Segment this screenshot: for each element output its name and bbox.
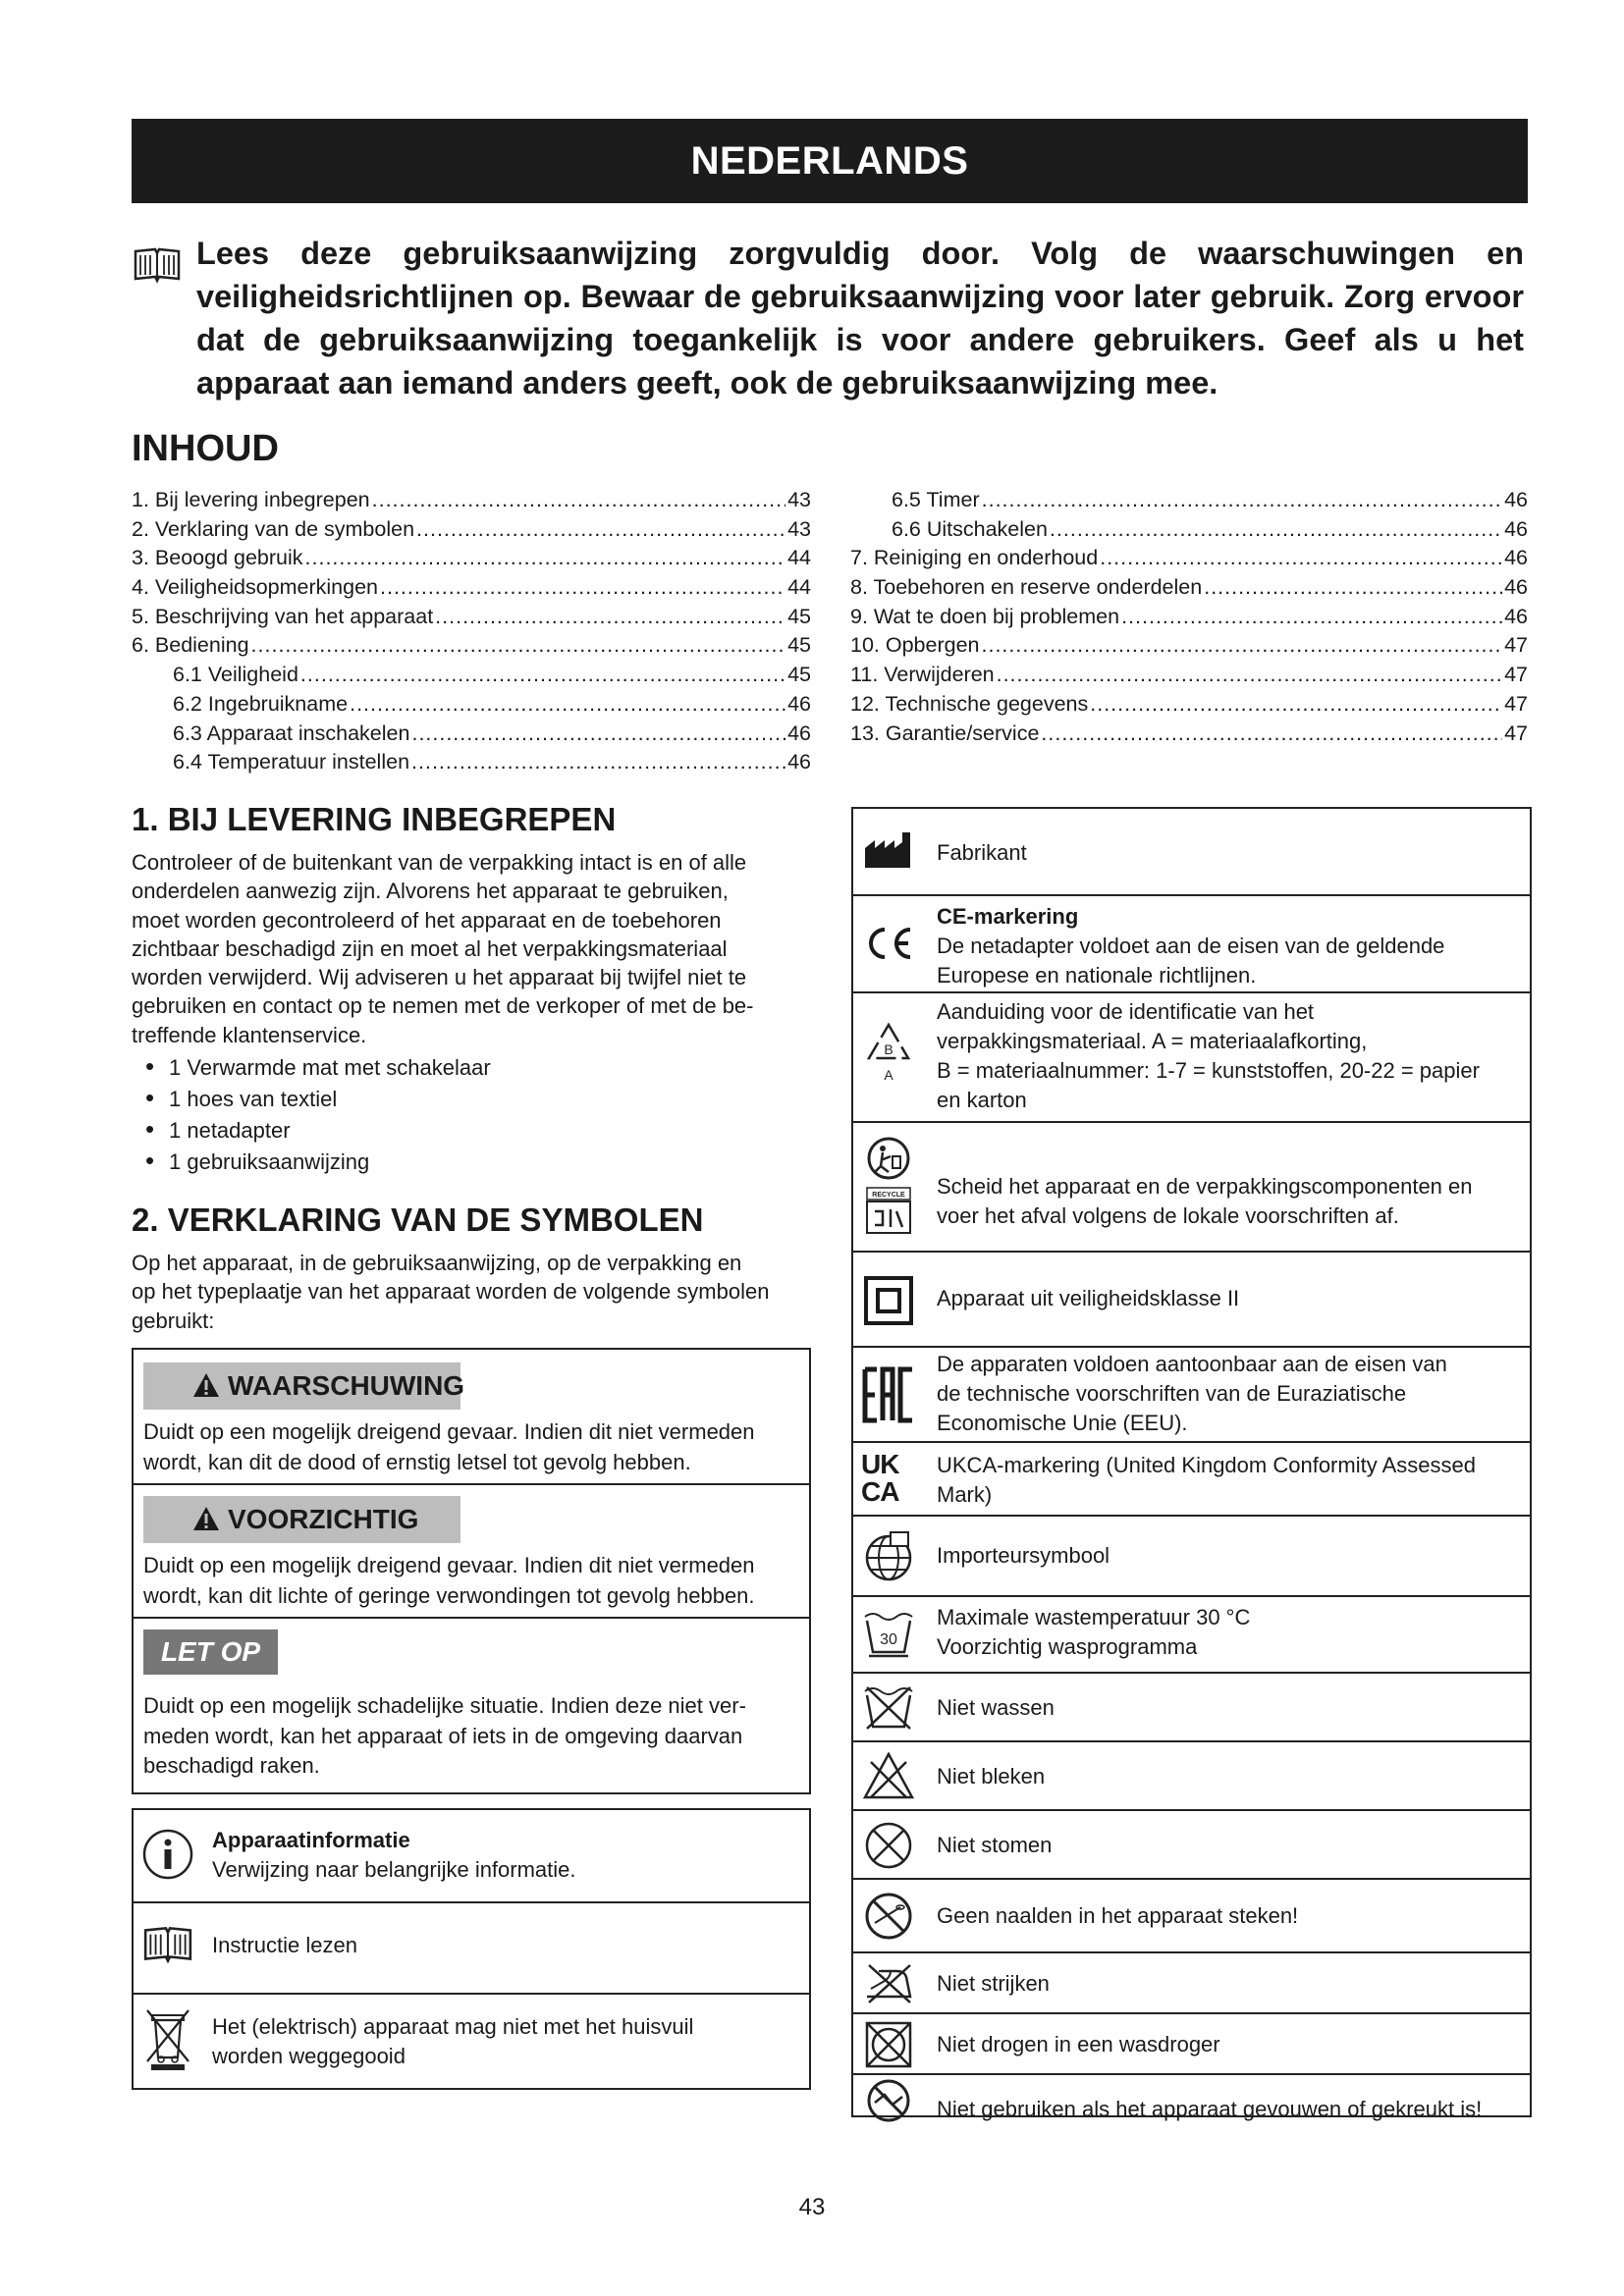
toc-entry[interactable]: 5. Beschrijving van het apparaat ..... 45 bbox=[132, 603, 811, 632]
toc-entry[interactable]: 8. Toebehoren en reserve onderdelen ..... 46 bbox=[850, 573, 1528, 603]
list-item: • 1 netadapter bbox=[132, 1113, 811, 1145]
warning-description: Duidt op een mogelijk dreigend gevaar. Indien dit niet vermeden wordt, kan dit de dood of ernstig letsel tot gevolg hebben. bbox=[143, 1419, 755, 1474]
toc-entry[interactable]: 4. Veiligheidsopmerkingen ..... 44 bbox=[132, 573, 811, 603]
caution-section bbox=[134, 1483, 809, 1619]
warning-section bbox=[134, 1350, 809, 1485]
recycle-sorting-icon bbox=[861, 1135, 916, 1237]
toc-entry[interactable]: 6.5 Timer ..... 46 bbox=[850, 486, 1528, 515]
toc-entry[interactable]: 11. Verwijderen ..... 47 bbox=[850, 661, 1528, 690]
wash-temperature: 30 bbox=[880, 1631, 897, 1648]
toc-entry[interactable]: 6.6 Uitschakelen ..... 46 bbox=[850, 515, 1528, 545]
symbol-row: Niet wassen bbox=[853, 1674, 1530, 1742]
toc-entry[interactable]: 10. Opbergen ..... 47 bbox=[850, 631, 1528, 661]
caution-description: Duidt op een mogelijk dreigend gevaar. Indien dit niet vermeden wordt, kan dit lichte of geringe verwondingen tot gevolg hebben. bbox=[143, 1553, 755, 1608]
recycle-material-code: A bbox=[884, 1067, 893, 1083]
symbol-row: Niet gebruiken als het apparaat gevouwen of gekreukt is! bbox=[853, 2075, 1530, 2115]
recycle-label: RECYCLE bbox=[872, 1192, 905, 1199]
symbol-row: De apparaten voldoen aantoonbaar aan de eisen van de technische voorschriften van de Euraziatische Economische Unie (EEU). bbox=[853, 1348, 1530, 1443]
notice-description: Duidt op een mogelijk schadelijke situatie. Indien deze niet ver- meden wordt, kan het apparaat of iets in de omgeving daarvan beschadigd raken. bbox=[143, 1693, 746, 1778]
toc-entry[interactable]: 7. Reiniging en onderhoud ..... 46 bbox=[850, 544, 1528, 573]
ukca-mark-icon: UK CA bbox=[861, 1449, 899, 1507]
info-row: Instructie lezen bbox=[134, 1901, 809, 1995]
class-ii-icon bbox=[861, 1276, 916, 1325]
wash-30-icon bbox=[861, 1609, 916, 1662]
symbol-row: RECYCLE Scheid het apparaat en de verpakkingscomponenten en voer het afval volgens de lokale voorschriften af. bbox=[853, 1123, 1530, 1253]
info-symbols-box bbox=[132, 1808, 811, 2090]
importer-globe-icon bbox=[861, 1530, 916, 1583]
notice-section bbox=[134, 1617, 809, 1792]
toc-entry[interactable]: 12. Technische gegevens ..... 47 bbox=[850, 690, 1528, 720]
caution-label: VOORZICHTIG bbox=[143, 1496, 536, 1543]
intro-text: Lees deze gebruiksaanwijzing zorgvuldig door. Volg de waarschuwingen en veiligheidsrichtlijnen op. Bewaar de gebruiksaanwijzing voor later gebruik. Zorg ervoor dat de gebruiksaanwijzing toegankelijk is voor andere gebruikers. Geef als u het apparaat aan iemand anders geeft, ook de gebruiksaanwijzing mee. bbox=[196, 236, 1524, 400]
info-icon bbox=[141, 1828, 194, 1881]
symbol-row: Niet stomen bbox=[853, 1811, 1530, 1880]
do-not-bleach-icon bbox=[861, 1750, 916, 1801]
symbol-row: Importeursymbool bbox=[853, 1517, 1530, 1597]
warning-levels-box bbox=[132, 1348, 811, 1794]
toc-left-column bbox=[132, 486, 811, 777]
intro-block bbox=[132, 232, 1528, 408]
toc-entry[interactable]: 6. Bediening ..... 45 bbox=[132, 631, 811, 661]
warning-triangle-icon bbox=[192, 1506, 220, 1531]
do-not-wash-icon bbox=[861, 1683, 916, 1731]
list-item: • 1 Verwarmde mat met schakelaar bbox=[132, 1050, 811, 1082]
symbol-row: UK CA UKCA-markering (United Kingdom Conformity Assessed Mark) bbox=[853, 1443, 1530, 1517]
toc-entry[interactable]: 13. Garantie/service ..... 47 bbox=[850, 720, 1528, 749]
page-number: 43 bbox=[798, 2194, 826, 2220]
toc-entry[interactable]: 6.2 Ingebruikname ..... 46 bbox=[132, 690, 811, 720]
do-not-steam-icon bbox=[861, 1819, 916, 1872]
list-item: • 1 gebruiksaanwijzing bbox=[132, 1145, 811, 1176]
symbol-row: B A Aanduiding voor de identificatie van het verpakkingsmateriaal. A = materiaalafkorting, B = materiaalnummer: 1-7 = kunststoffen, 20-22 = papier en karton bbox=[853, 993, 1530, 1123]
symbol-row: Geen naalden in het apparaat steken! bbox=[853, 1880, 1530, 1953]
book-icon bbox=[132, 245, 183, 285]
warning-label: WAARSCHUWING bbox=[143, 1362, 536, 1410]
do-not-fold-icon bbox=[861, 2077, 916, 2126]
symbol-row: Apparaat uit veiligheidsklasse II bbox=[853, 1253, 1530, 1348]
language-header: NEDERLANDS bbox=[132, 119, 1528, 203]
toc-title: INHOUD bbox=[132, 428, 279, 469]
info-row: Apparaatinformatie Verwijzing naar belangrijke informatie. bbox=[134, 1810, 809, 1903]
ce-mark-icon bbox=[861, 924, 916, 963]
contents-list bbox=[132, 1050, 811, 1176]
toc-entry[interactable]: 9. Wat te doen bij problemen ..... 46 bbox=[850, 603, 1528, 632]
toc-entry[interactable]: 2. Verklaring van de symbolen ..... 43 bbox=[132, 515, 811, 545]
section2-title: 2. VERKLARING VAN DE SYMBOLEN bbox=[132, 1201, 704, 1238]
warning-triangle-icon bbox=[192, 1372, 220, 1398]
recycle-material-number: B bbox=[884, 1041, 893, 1057]
section2-body: Op het apparaat, in de gebruiksaanwijzing, op de verpakking en op het typeplaatje van het apparaat worden de volgende symbolen gebruikt: bbox=[132, 1251, 770, 1333]
do-not-tumble-dry-icon bbox=[861, 2020, 916, 2069]
section1-body: Controleer of de buitenkant van de verpakking intact is en of alle onderdelen aanwezig zijn. Alvorens het apparaat te gebruiken, moet worden gecontroleerd of het apparaat en de toebehoren zichtbaar beschadigd zijn en moet al het verpakkingsmateriaal worden verwijderd. Wij adviseren u het apparaat bij twijfel niet te gebruiken en contact op te nemen met de verkoper of met de be- treffende klantenservice. bbox=[132, 850, 754, 1047]
info-row: Het (elektrisch) apparaat mag niet met het huisvuil worden weggegooid bbox=[134, 1993, 809, 2088]
do-not-iron-icon bbox=[861, 1961, 916, 2006]
crossed-bin-icon bbox=[141, 2006, 194, 2071]
list-item: • 1 hoes van textiel bbox=[132, 1082, 811, 1113]
toc-entry[interactable]: 1. Bij levering inbegrepen ..... 43 bbox=[132, 486, 811, 515]
factory-icon bbox=[861, 830, 916, 870]
symbols-table bbox=[851, 807, 1532, 2121]
eac-mark-icon bbox=[861, 1365, 916, 1424]
section1-title: 1. BIJ LEVERING INBEGREPEN bbox=[132, 801, 617, 837]
toc-right-column bbox=[850, 486, 1528, 748]
book-icon bbox=[141, 1923, 194, 1966]
no-needles-icon bbox=[861, 1890, 916, 1943]
toc-entry[interactable]: 6.4 Temperatuur instellen ..... 46 bbox=[132, 748, 811, 777]
symbol-row: Niet bleken bbox=[853, 1742, 1530, 1811]
symbol-row: Niet strijken bbox=[853, 1953, 1530, 2014]
symbol-row: 30 Maximale wastemperatuur 30 °C Voorzichtig wasprogramma bbox=[853, 1597, 1530, 1674]
notice-label: LET OP bbox=[143, 1629, 278, 1675]
toc-entry[interactable]: 6.1 Veiligheid ..... 45 bbox=[132, 661, 811, 690]
toc-entry[interactable]: 3. Beoogd gebruik ..... 44 bbox=[132, 544, 811, 573]
recycle-triangle-icon bbox=[861, 1019, 916, 1090]
symbol-row: CE-markering De netadapter voldoet aan de eisen van de geldende Europese en nationale richtlijnen. bbox=[853, 896, 1530, 993]
symbol-row: Niet drogen in een wasdroger bbox=[853, 2014, 1530, 2075]
symbol-row: Fabrikant bbox=[853, 809, 1530, 896]
toc-entry[interactable]: 6.3 Apparaat inschakelen ..... 46 bbox=[132, 720, 811, 749]
